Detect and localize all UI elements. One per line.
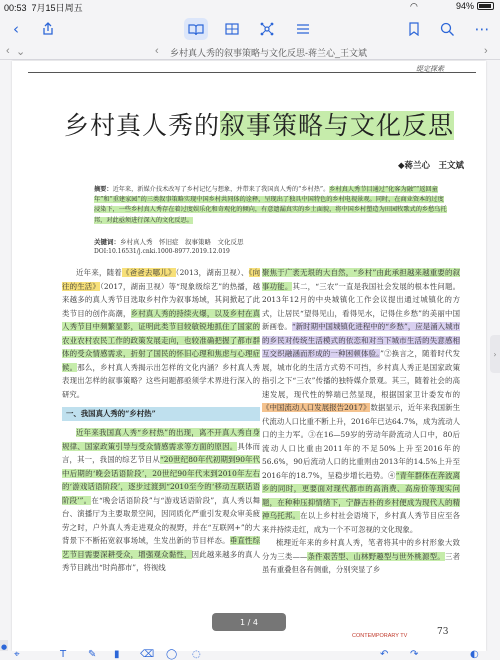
- section-tag: 缇定探索: [416, 65, 444, 73]
- shape-icon[interactable]: ◯: [166, 649, 178, 660]
- pen-icon[interactable]: ✎: [88, 649, 97, 660]
- keywords: 关键词：乡村真人秀 怀旧症 叙事策略 文化反思: [94, 238, 244, 246]
- lasso-icon[interactable]: ◌: [192, 649, 201, 660]
- chevron-down-icon[interactable]: ⌄: [16, 46, 26, 58]
- pointer-icon[interactable]: ⌖: [14, 649, 20, 660]
- annotation-toolbar: [0, 651, 500, 660]
- list-icon[interactable]: [291, 18, 315, 40]
- battery-status: 94%: [456, 1, 494, 11]
- paragraph: 聚焦于广袤无垠的大自然，“乡村”由此承担越来越重要的叙事功能。其二，“三农”一直是我国社会发展的根本性问题。2013年12月的中央城镇化工作会议提出通过城镇化的方式，让居民“望得见山，看得见水，记得住乡愁”的美丽中国新画卷。“新时期中国城镇化进程中的“乡愁”，应是涌入城市的乡民对传统生活模式的依恋和对当下城市生活的失意感相互交织融涵而形成的一种困顿体验。”②换言之，随着时代发展，城市化的生活方式势不可挡，乡村真人秀正是国家政策指引之下“三农”传播的独特媒介景观。其三，随着社会的高速发展，现代性的弊端已然显现，根据国家卫计委发布的《中国流动人口发展报告2017》数据显示，近年来我国新生代流动人口比重不断上升，2016年已达64.7%，成为流动人口的主力军。③在16—59岁的劳动年龄流动人口中，80后流动人口比重由2011年的不足50%上升至2016年的56.6%，90后流动人口的比重则由2013年的14.5%上升至2016年的18.7%，呈稳步增长趋势。④“青年群体在奔波离乡的同时，更要面对现代都市的高消费、高房价等现实问题，在种种压抑情绪下，宁静古朴的乡村便成为现代人的精神乌托邦。在以上乡村社会语境下，乡村真人秀节目应至各来并持续走红，成为一个不可忽视的文化现象。: [262, 268, 460, 534]
- panel-toggle-icon[interactable]: ●: [0, 640, 8, 654]
- bookmark-icon[interactable]: [402, 18, 426, 40]
- column-left: [62, 266, 260, 575]
- doi: DOI:10.16531/j.cnki.1000-8977.2019.12.019: [94, 248, 230, 255]
- chevron-left-icon[interactable]: ‹: [6, 45, 10, 57]
- page-number: 73: [437, 627, 449, 637]
- side-panel-handle-icon[interactable]: ›: [490, 335, 500, 373]
- back-icon[interactable]: ‹: [13, 20, 19, 38]
- chevron-right-icon[interactable]: ›: [484, 45, 488, 57]
- wifi-icon: ◠: [410, 1, 418, 11]
- highlighter-icon[interactable]: ▮: [114, 649, 120, 660]
- paragraph: 梳理近年来的乡村真人秀，笔者将其中的乡村形象大致分为三类——条件艰苦型、山林野趣型与世外桃源型。三者虽有重叠但各有侧重，分别突显了乡: [262, 538, 460, 574]
- pdf-page[interactable]: [12, 61, 486, 651]
- divider: [28, 72, 476, 73]
- book-icon[interactable]: [184, 18, 208, 40]
- chevron-left-icon[interactable]: ‹: [155, 45, 159, 57]
- text-select-icon[interactable]: T: [60, 649, 67, 660]
- share-icon[interactable]: [36, 18, 60, 40]
- battery-icon: [477, 2, 494, 10]
- paragraph: 近年来我国真人秀“乡村热”的出现，离不开真人秀自身规律、国家政策引导与受众情感需求等方面的原因。具体而言，其一，我国的综艺节目从“20世纪80年代初期到90年代中后期的‘晚会话语阶段’，20世纪90年代末到2010年左右的‘游戏话语阶段’，逐步过渡到“2010至今的‘移动互联话语阶段’”。在“晚会话语阶段”与“游戏话语阶段”，真人秀以舞台、演播厅为主要取景空间，因同质化严重引发观众审美疲劳之时，户外真人秀走进观众的视野，并在“互联网+”的大背景下不断拓宽叙事场域，生发出新的节目样态。垂直性综艺节目需要深耕受众，增强观众黏性，因此越来越多的真人秀节目跳出“时尚都市”，将视线: [62, 428, 260, 572]
- paragraph: 近年来，随着《爸爸去哪儿》（2013，湖南卫视）、《向往的生活》（2017，湖南卫视）等“现象级综艺”的热播，越来越多的真人秀节目选取乡村作为叙事场域，其间掀起了此类节目的创作高潮，乡村真人秀的持续火爆，以及乡村在真人秀节目中频繁显影，证明此类节目较敏锐地抓住了国家的农业农村农民工作的政策发展走向，也较准确把握了都市群体的受众情感需求，折射了国民的怀旧心理和焦虑与心理症候。那么，乡村真人秀揭示出怎样的文化内涵？乡村真人秀表现出怎样的叙事策略？这些问题都亟须学术界进行深入的研究。: [62, 268, 260, 399]
- magazine-footer: CONTEMPORARY TV: [352, 633, 408, 639]
- grid-icon[interactable]: [220, 18, 244, 40]
- color-picker-icon[interactable]: ◐: [470, 649, 479, 660]
- status-bar: [0, 0, 500, 14]
- mindmap-icon[interactable]: [255, 18, 279, 40]
- page-indicator: 1 / 4: [212, 613, 286, 631]
- article-title: 乡村真人秀的叙事策略与文化反思: [64, 111, 455, 140]
- toolbar: [0, 14, 500, 44]
- eraser-icon[interactable]: ⌫: [140, 649, 155, 660]
- section-heading: 一、我国真人秀的“乡村热”: [62, 407, 260, 421]
- abstract: 摘要：近年来，新媒介技术改写了乡村记忆与想象，并带来了我国真人秀的“乡村热”。乡村真人秀节目通过“化客为融”“返回童年”和“重建家园”的三类叙事策略实现中国乡村共同体的诠释，呈现出了独具中国特色的乡村电视景观。同时，在商业资本的过度浸染下，一些乡村真人秀存在着过度娱乐化和奇观化的倾向，有意遗漏真实的乡土面貌，将中国乡村塑造为田园牧歌式的乡愁乌托邦，对此亟须进行深入的文化反思。: [94, 186, 447, 224]
- column-right: [262, 266, 460, 577]
- status-time: 00:53 7月15日周五: [4, 3, 83, 13]
- more-icon[interactable]: ⋯: [474, 20, 490, 38]
- redo-icon[interactable]: ↷: [410, 649, 419, 660]
- document-title-bar: [0, 44, 500, 60]
- document-title: 乡村真人秀的叙事策略与文化反思-蒋兰心_王文斌: [170, 48, 368, 58]
- undo-icon[interactable]: ↶: [380, 649, 389, 660]
- author-line: ◆蒋兰心 王文斌: [397, 161, 464, 171]
- zoom-search-icon[interactable]: [436, 18, 460, 40]
